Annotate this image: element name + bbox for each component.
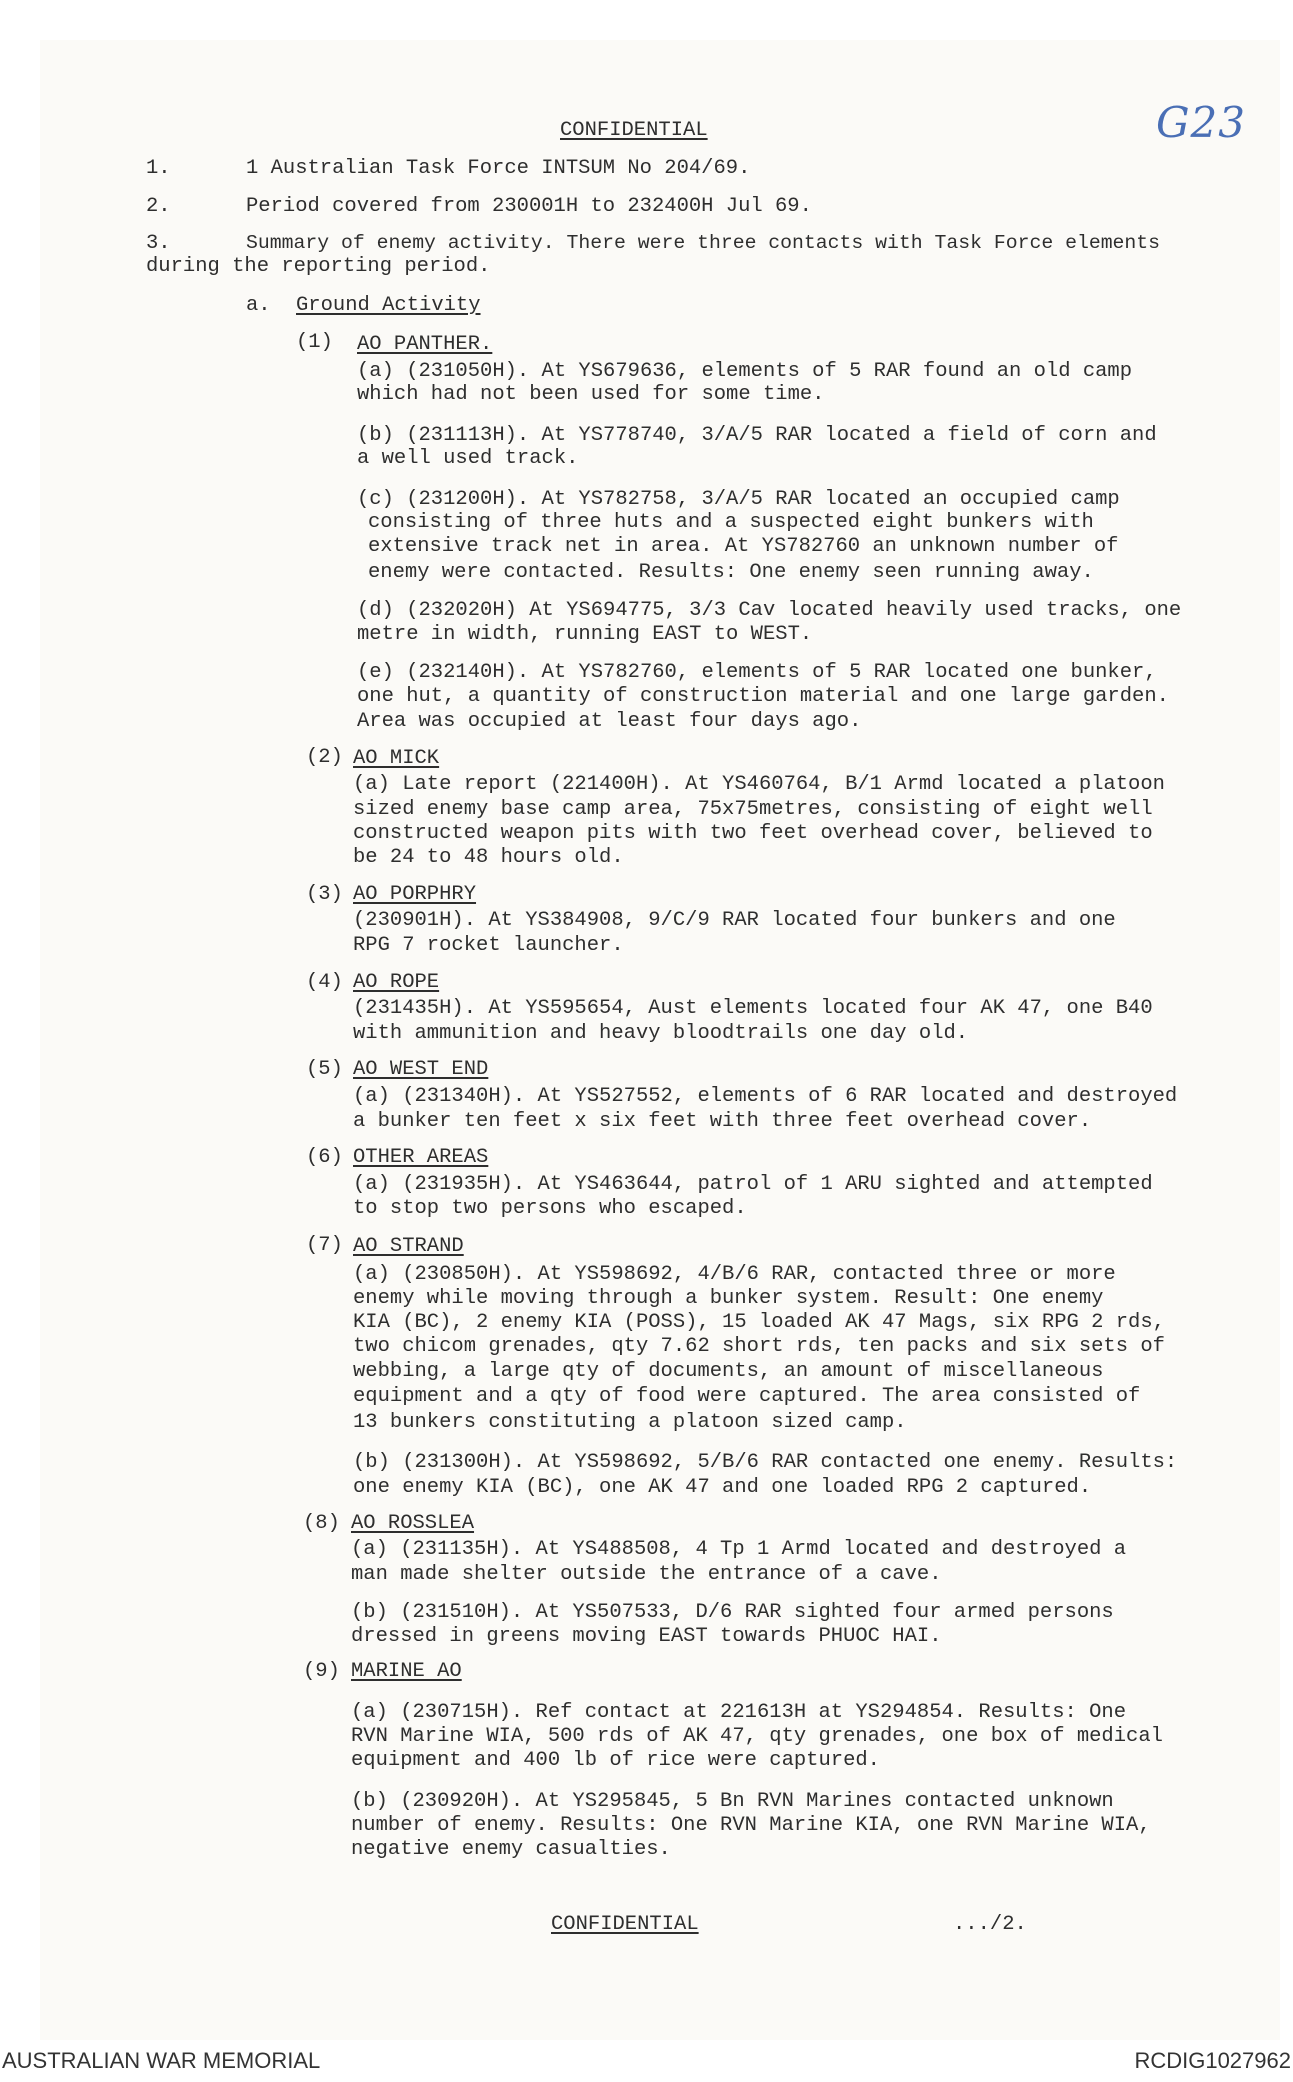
section-9-title: MARINE AO bbox=[351, 1660, 462, 1683]
report-line: KIA (BC), 2 enemy KIA (POSS), 15 loaded AK 47 Mags, six RPG 2 rds, bbox=[353, 1311, 1165, 1334]
report-line: sized enemy base camp area, 75x75metres, consisting of eight well bbox=[353, 798, 1153, 821]
para-2-text: Period covered from 230001H to 232400H Jul 69. bbox=[246, 195, 812, 218]
report-line: webbing, a large qty of documents, an amount of miscellaneous bbox=[353, 1360, 1104, 1383]
section-8-number: (8) bbox=[303, 1512, 340, 1535]
section-8-title: AO ROSSLEA bbox=[351, 1512, 475, 1535]
archive-reference: RCDIG1027962 bbox=[1134, 2048, 1291, 2073]
report-line: (b) (231510H). At YS507533, D/6 RAR sighted four armed persons bbox=[351, 1601, 1114, 1624]
report-line: to stop two persons who escaped. bbox=[353, 1197, 747, 1220]
classification-footer: CONFIDENTIAL bbox=[551, 1913, 699, 1936]
para-3-number: 3. bbox=[146, 232, 171, 255]
section-5-title: AO WEST END bbox=[353, 1058, 489, 1081]
report-line: (231435H). At YS595654, Aust elements located four AK 47, one B40 bbox=[353, 997, 1153, 1020]
report-line: extensive track net in area. At YS782760 an unknown number of bbox=[368, 535, 1119, 558]
report-line: negative enemy casualties. bbox=[351, 1838, 671, 1861]
para-2-number: 2. bbox=[146, 195, 171, 218]
report-line: equipment and 400 lb of rice were captured. bbox=[351, 1749, 880, 1772]
report-line: man made shelter outside the entrance of a cave. bbox=[351, 1563, 942, 1586]
section-5-number: (5) bbox=[306, 1058, 343, 1081]
report-line: one enemy KIA (BC), one AK 47 and one loaded RPG 2 captured. bbox=[353, 1476, 1092, 1499]
report-line: (b) (231300H). At YS598692, 5/B/6 RAR contacted one enemy. Results: bbox=[353, 1451, 1178, 1474]
para-3-line: during the reporting period. bbox=[146, 255, 491, 278]
report-line: a well used track. bbox=[357, 447, 579, 470]
section-2-title: AO MICK bbox=[353, 747, 440, 770]
report-line: (a) (230715H). Ref contact at 221613H at YS294854. Results: One bbox=[351, 1701, 1127, 1724]
report-line: (a) (231935H). At YS463644, patrol of 1 ARU sighted and attempted bbox=[353, 1173, 1153, 1196]
section-4-number: (4) bbox=[306, 971, 343, 994]
report-line: constructed weapon pits with two feet overhead cover, believed to bbox=[353, 822, 1153, 845]
report-line: equipment and a qty of food were captured. The area consisted of bbox=[353, 1385, 1141, 1408]
report-line: metre in width, running EAST to WEST. bbox=[357, 623, 813, 646]
section-9-number: (9) bbox=[303, 1660, 340, 1683]
report-line: (e) (232140H). At YS782760, elements of 5 RAR located one bunker, bbox=[357, 661, 1157, 684]
section-7-title: AO STRAND bbox=[353, 1235, 464, 1258]
report-line: consisting of three huts and a suspected eight bunkers with bbox=[368, 511, 1094, 534]
section-2-number: (2) bbox=[306, 746, 343, 769]
report-line: enemy while moving through a bunker system. Result: One enemy bbox=[353, 1287, 1104, 1310]
classification-header: CONFIDENTIAL bbox=[560, 119, 708, 142]
report-line: a bunker ten feet x six feet with three feet overhead cover. bbox=[353, 1110, 1092, 1133]
report-line: one hut, a quantity of construction material and one large garden. bbox=[357, 685, 1169, 708]
report-line: (a) (230850H). At YS598692, 4/B/6 RAR, contacted three or more bbox=[353, 1263, 1116, 1286]
report-line: be 24 to 48 hours old. bbox=[353, 846, 624, 869]
handwritten-annotation: G23 bbox=[1156, 98, 1246, 147]
report-line: 13 bunkers constituting a platoon sized camp. bbox=[353, 1411, 907, 1434]
section-7-number: (7) bbox=[306, 1234, 343, 1257]
report-line: Area was occupied at least four days ago. bbox=[357, 710, 862, 733]
report-line: (b) (231113H). At YS778740, 3/A/5 RAR located a field of corn and bbox=[357, 424, 1157, 447]
subpara-a-title: Ground Activity bbox=[296, 294, 481, 317]
report-line: two chicom grenades, qty 7.62 short rds, ten packs and six sets of bbox=[353, 1335, 1165, 1358]
report-line: (a) Late report (221400H). At YS460764, B/1 Armd located a platoon bbox=[353, 773, 1165, 796]
report-line: (a) (231135H). At YS488508, 4 Tp 1 Armd located and destroyed a bbox=[351, 1538, 1127, 1561]
subpara-a-number: a. bbox=[246, 294, 271, 317]
section-3-title: AO PORPHRY bbox=[353, 883, 477, 906]
report-line: (c) (231200H). At YS782758, 3/A/5 RAR located an occupied camp bbox=[357, 488, 1120, 511]
institution-label: AUSTRALIAN WAR MEMORIAL bbox=[2, 2048, 321, 2073]
report-line: (a) (231340H). At YS527552, elements of 6 RAR located and destroyed bbox=[353, 1085, 1178, 1108]
para-3-line: Summary of enemy activity. There were three contacts with Task Force elements bbox=[246, 232, 1161, 254]
section-6-title: OTHER AREAS bbox=[353, 1146, 489, 1169]
report-line: (230901H). At YS384908, 9/C/9 RAR located four bunkers and one bbox=[353, 909, 1116, 932]
report-line: (a) (231050H). At YS679636, elements of 5 RAR found an old camp bbox=[357, 360, 1133, 383]
section-6-number: (6) bbox=[306, 1146, 343, 1169]
report-line: number of enemy. Results: One RVN Marine KIA, one RVN Marine WIA, bbox=[351, 1814, 1151, 1837]
section-1-number: (1) bbox=[296, 331, 333, 354]
para-1-number: 1. bbox=[146, 157, 171, 180]
page-continuation: .../2. bbox=[953, 1913, 1027, 1936]
section-4-title: AO ROPE bbox=[353, 971, 440, 994]
report-line: which had not been used for some time. bbox=[357, 383, 825, 406]
report-line: RVN Marine WIA, 500 rds of AK 47, qty grenades, one box of medical bbox=[351, 1725, 1163, 1748]
report-line: with ammunition and heavy bloodtrails one day old. bbox=[353, 1022, 969, 1045]
report-line: dressed in greens moving EAST towards PHUOC HAI. bbox=[351, 1625, 942, 1648]
section-3-number: (3) bbox=[306, 883, 343, 906]
report-line: enemy were contacted. Results: One enemy seen running away. bbox=[368, 561, 1094, 584]
section-1-title: AO PANTHER. bbox=[357, 333, 493, 356]
para-1-text: 1 Australian Task Force INTSUM No 204/69. bbox=[246, 157, 751, 180]
report-line: (b) (230920H). At YS295845, 5 Bn RVN Marines contacted unknown bbox=[351, 1790, 1114, 1813]
report-line: RPG 7 rocket launcher. bbox=[353, 934, 624, 957]
report-line: (d) (232020H) At YS694775, 3/3 Cav located heavily used tracks, one bbox=[357, 599, 1182, 622]
